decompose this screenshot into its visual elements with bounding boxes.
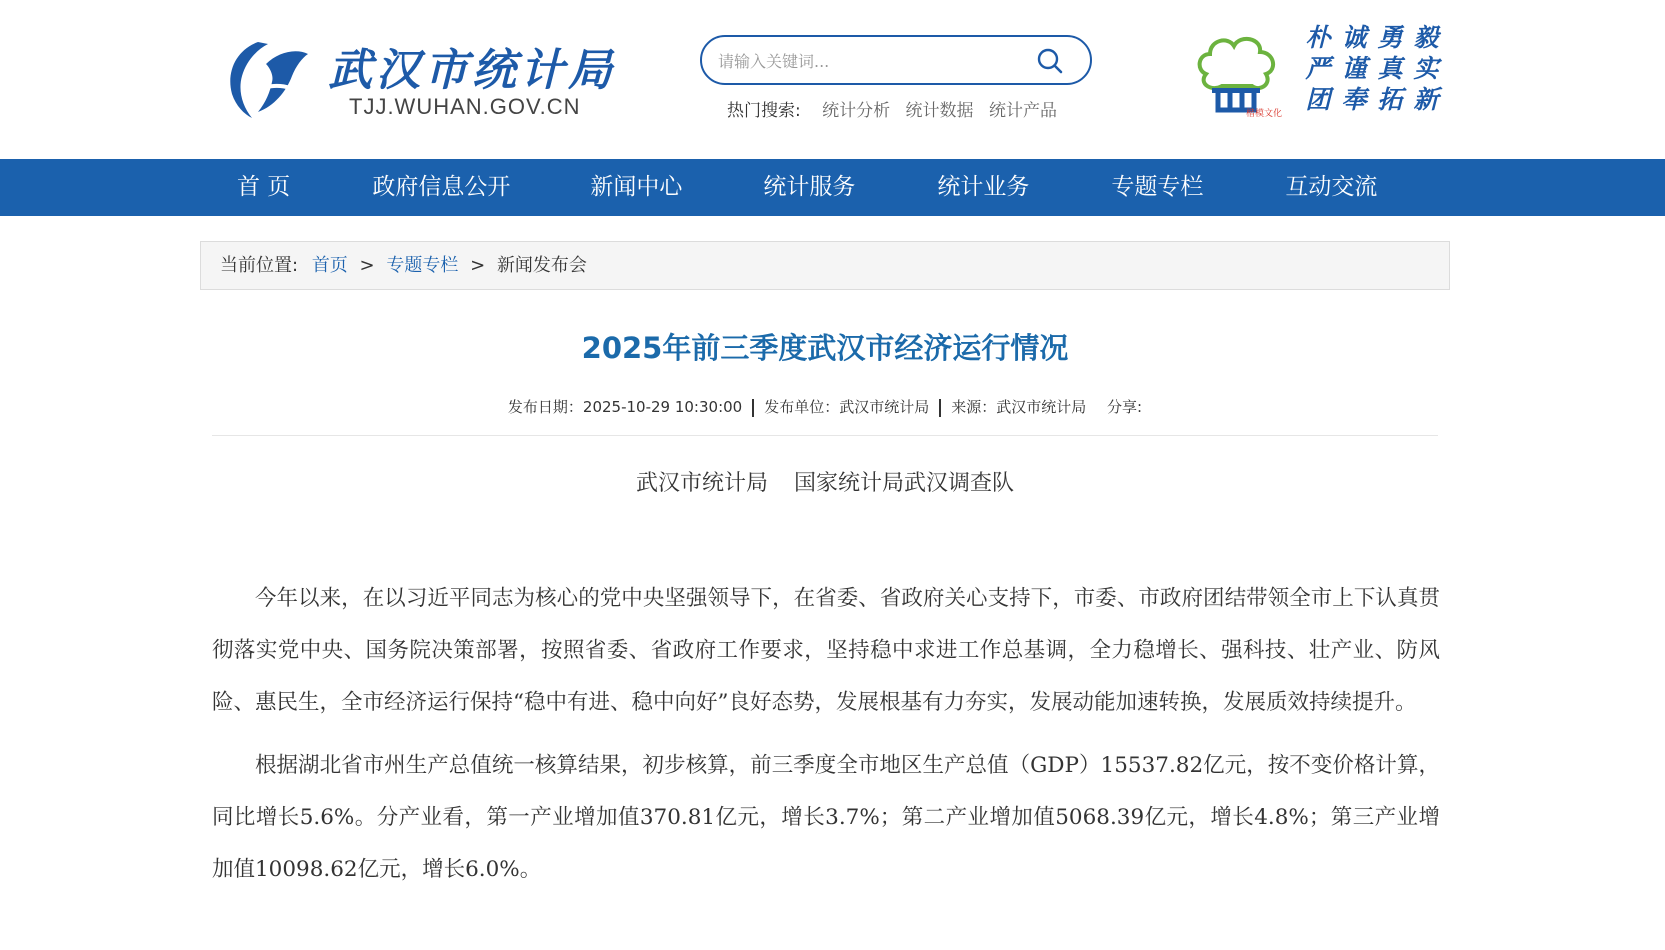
culture-small-label: 楷模文化 xyxy=(1246,109,1282,118)
source: 来源：武汉市统计局 xyxy=(951,398,1087,416)
logo-title: 武汉市统计局 xyxy=(328,45,616,96)
logo-domain: TJJ.WUHAN.GOV.CN xyxy=(349,94,581,119)
nav-item-services[interactable]: 统计服务 xyxy=(763,174,856,200)
hot-link-analysis[interactable]: 统计分析 xyxy=(822,101,891,121)
motto-char: 实 xyxy=(1413,54,1439,83)
article-meta xyxy=(200,396,1450,417)
nav-item-news[interactable]: 新闻中心 xyxy=(590,174,683,200)
motto-char: 真 xyxy=(1377,54,1403,83)
article-paragraph: 今年以来，在以习近平同志为核心的党中央坚强领导下，在省委、省政府关心支持下，市委、市政府团结带领全市上下认真贯彻落实党中央、国务院决策部署，按照省委、省政府工作要求，坚持稳中求进工作总基调，全力稳增长、强科技、壮产业、防风险、惠民生，全市经济运行保持“稳中有进、稳中向好”良好态势，发展根基有力夯实，发展动能加速转换，发展质效持续提升。 xyxy=(212,586,1440,715)
nav-item-interaction[interactable]: 互动交流 xyxy=(1285,174,1378,200)
motto-char: 毅 xyxy=(1413,23,1439,52)
share-label: 分享: xyxy=(1107,398,1143,416)
article-paragraph: 根据湖北省市州生产总值统一核算结果，初步核算，前三季度全市地区生产总值（GDP）15537.82亿元，按不变价格计算，同比增长5.6%。分产业看，第一产业增加值370.81亿元，增长3.7%；第二产业增加值5068.39亿元，增长4.8%；第三产业增加值10098.62亿元，增长6.0%。 xyxy=(212,753,1440,882)
bureau-emblem-icon xyxy=(222,36,310,120)
site-header xyxy=(0,0,1665,159)
hot-search xyxy=(727,96,1067,121)
hot-search-label: 热门搜索: xyxy=(727,101,801,121)
motto-char: 奉 xyxy=(1341,85,1367,114)
motto-char: 拓 xyxy=(1377,85,1403,114)
motto-char: 新 xyxy=(1413,85,1439,114)
main-nav xyxy=(0,159,1665,216)
site-logo[interactable] xyxy=(222,34,616,124)
hot-link-products[interactable]: 统计产品 xyxy=(988,101,1057,121)
publish-date: 发布日期：2025-10-29 10:30:00 xyxy=(507,398,743,416)
nav-item-topics[interactable]: 专题专栏 xyxy=(1111,174,1204,200)
nav-item-home[interactable]: 首 页 xyxy=(237,174,291,200)
meta-divider xyxy=(939,399,941,417)
breadcrumb xyxy=(200,241,1450,290)
publisher: 发布单位：武汉市统计局 xyxy=(764,398,930,416)
breadcrumb-current: 新闻发布会 xyxy=(496,255,587,276)
nav-item-business[interactable]: 统计业务 xyxy=(937,174,1030,200)
motto-char: 严 xyxy=(1305,54,1331,83)
org-name: 武汉市统计局 xyxy=(635,471,768,496)
hot-link-data[interactable]: 统计数据 xyxy=(905,101,974,121)
motto-char: 勇 xyxy=(1377,23,1403,52)
breadcrumb-separator: > xyxy=(359,255,375,276)
motto-char: 诚 xyxy=(1341,23,1367,52)
culture-banner xyxy=(1192,22,1452,122)
article-title: 2025年前三季度武汉市经济运行情况 xyxy=(581,331,1069,365)
culture-motto xyxy=(1300,22,1450,122)
search-box xyxy=(700,35,1092,85)
article-divider xyxy=(212,435,1438,436)
issuing-organizations xyxy=(200,466,1450,497)
motto-char: 朴 xyxy=(1305,23,1331,52)
breadcrumb-separator: > xyxy=(470,255,486,276)
meta-divider xyxy=(752,399,754,417)
org-name: 国家统计局武汉调查队 xyxy=(794,471,1015,496)
search-input[interactable] xyxy=(718,47,1018,75)
article-body xyxy=(212,573,1440,907)
motto-char: 谨 xyxy=(1341,54,1367,83)
breadcrumb-link-topics[interactable]: 专题专栏 xyxy=(386,255,459,276)
breadcrumb-link-home[interactable]: 首页 xyxy=(311,255,348,276)
nav-item-gov-info[interactable]: 政府信息公开 xyxy=(372,174,511,200)
search-icon[interactable] xyxy=(1036,47,1064,75)
breadcrumb-label: 当前位置: xyxy=(220,255,299,276)
tree-logo-icon xyxy=(1192,30,1282,118)
motto-char: 团 xyxy=(1305,85,1331,114)
